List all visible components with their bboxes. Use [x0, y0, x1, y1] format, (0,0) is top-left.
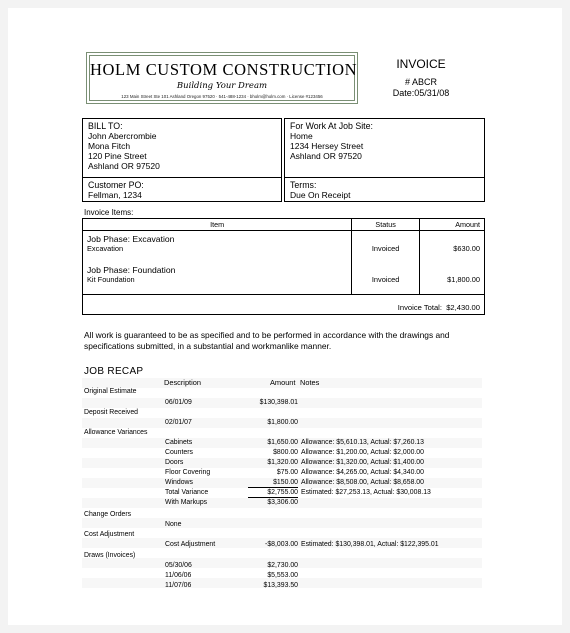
- recap-note: Estimated: $27,253.13, Actual: $30,008.13: [301, 489, 431, 496]
- recap-description: Counters: [165, 449, 193, 456]
- recap-note: Allowance: $1,320.00, Actual: $1,400.00: [301, 459, 424, 466]
- invoice-page: [8, 8, 562, 625]
- recap-note: Allowance: $1,200.00, Actual: $2,000.00: [301, 449, 424, 456]
- recap-header-description: Description: [164, 378, 201, 387]
- recap-section-deposit: Deposit Received: [84, 409, 139, 416]
- job-recap-title: JOB RECAP: [84, 366, 144, 377]
- header-status: Status: [352, 219, 420, 231]
- company-address: 123 Main Street Ste 101 Ashland Oregon 97520 · 541-488-1234 · bholm@holm.com · License #123456: [121, 94, 323, 99]
- amount-cell: $630.00: [420, 231, 485, 262]
- customer-po-label: Customer PO:: [88, 180, 144, 190]
- job-site-label: For Work At Job Site:: [290, 121, 373, 131]
- item-phase: Job Phase: Excavation: [87, 234, 175, 244]
- recap-description: 11/07/06: [165, 582, 192, 589]
- recap-description: 05/30/06: [165, 562, 192, 569]
- invoice-total-label: Invoice Total:: [397, 303, 442, 312]
- recap-amount: $13,393.50: [263, 582, 298, 589]
- terms-label: Terms:: [290, 180, 317, 190]
- recap-description: 11/06/06: [165, 572, 192, 579]
- recap-note: Allowance: $5,610.13, Actual: $7,260.13: [301, 439, 424, 446]
- recap-description: Total Variance: [165, 489, 209, 496]
- recap-section-allowance: Allowance Variances: [84, 429, 148, 436]
- bill-to-line: 120 Pine Street: [88, 151, 147, 161]
- item-cell: [83, 231, 352, 262]
- customer-po-value: Fellman, 1234: [88, 190, 142, 200]
- recap-note: Allowance: $4,265.00, Actual: $4,340.00: [301, 469, 424, 476]
- recap-amount: -$8,003.00: [265, 541, 298, 548]
- table-row: [83, 262, 485, 295]
- items-header-row: [83, 219, 485, 231]
- bill-to-box: [82, 118, 282, 178]
- table-row: [83, 231, 485, 262]
- recap-description: 02/01/07: [165, 419, 192, 426]
- terms-box: [284, 177, 485, 202]
- job-site-box: [284, 118, 485, 178]
- invoice-total-cell: [83, 295, 485, 315]
- status-cell: Invoiced: [352, 262, 420, 295]
- recap-header-notes: Notes: [300, 378, 320, 387]
- company-logo: [86, 52, 358, 104]
- header-amount: Amount: [420, 219, 485, 231]
- recap-note: Estimated: $130,398.01, Actual: $122,395.01: [301, 541, 439, 548]
- terms-value: Due On Receipt: [290, 190, 351, 200]
- recap-section-original: Original Estimate: [84, 388, 137, 395]
- bill-to-line: John Abercrombie: [88, 131, 157, 141]
- recap-amount: $2,730.00: [267, 562, 298, 569]
- recap-amount: $75.00: [276, 469, 298, 476]
- recap-description: None: [165, 521, 182, 528]
- recap-amount: $5,553.00: [267, 572, 298, 579]
- recap-section-draws: Draws (Invoices): [84, 552, 136, 559]
- recap-note: Allowance: $8,508.00, Actual: $8,658.00: [301, 479, 424, 486]
- recap-description: With Markups: [165, 499, 208, 506]
- item-name: Excavation: [87, 244, 124, 253]
- recap-description: 06/01/09: [165, 399, 192, 406]
- recap-description: Doors: [165, 459, 184, 466]
- company-tagline: Building Your Dream: [176, 81, 268, 91]
- guarantee-text: All work is guaranteed to be as specified and to be performed in accordance with the drawings and specifications submitted, in a substantial and workmanlike manner.: [84, 330, 450, 351]
- item-phase: Job Phase: Foundation: [87, 264, 176, 275]
- header-item: Item: [83, 219, 352, 231]
- job-site-line: 1234 Hersey Street: [290, 141, 364, 151]
- item-cell: [83, 262, 352, 295]
- invoice-meta: [366, 77, 476, 99]
- recap-description: Windows: [165, 479, 193, 486]
- invoice-number: # ABCR: [404, 77, 437, 87]
- bill-to-label: BILL TO:: [88, 121, 123, 131]
- status-cell: Invoiced: [352, 231, 420, 262]
- recap-amount: $130,398.01: [259, 399, 298, 406]
- invoice-heading: INVOICE: [396, 57, 446, 71]
- invoice-items-table: [82, 218, 485, 315]
- recap-amount: $3,306.00: [267, 499, 298, 506]
- items-total-row: [83, 295, 485, 315]
- recap-amount: $1,320.00: [267, 459, 298, 466]
- recap-section-change: Change Orders: [84, 511, 132, 518]
- recap-amount: $2,755.00: [248, 488, 298, 498]
- item-name: Kit Foundation: [87, 274, 135, 284]
- invoice-date: Date:05/31/08: [392, 88, 450, 98]
- invoice-items-label: Invoice Items:: [84, 208, 134, 217]
- company-name: HOLM CUSTOM CONSTRUCTION: [90, 60, 358, 79]
- recap-description: Cost Adjustment: [165, 541, 216, 548]
- job-site-line: Home: [290, 131, 313, 141]
- bill-to-line: Mona Fitch: [88, 141, 131, 151]
- recap-amount: $1,800.00: [267, 419, 298, 426]
- recap-description: Floor Covering: [165, 469, 211, 476]
- recap-amount: $150.00: [248, 478, 298, 488]
- recap-amount: $800.00: [273, 449, 298, 456]
- invoice-total-value: $2,430.00: [446, 303, 480, 312]
- bill-to-line: Ashland OR 97520: [88, 161, 160, 171]
- recap-header-amount: Amount: [270, 378, 296, 387]
- job-site-line: Ashland OR 97520: [290, 151, 362, 161]
- customer-po-box: [82, 177, 282, 202]
- amount-cell: $1,800.00: [420, 262, 485, 295]
- recap-description: Cabinets: [165, 439, 193, 446]
- recap-amount: $1,650.00: [267, 439, 298, 446]
- recap-section-cost: Cost Adjustment: [84, 531, 135, 538]
